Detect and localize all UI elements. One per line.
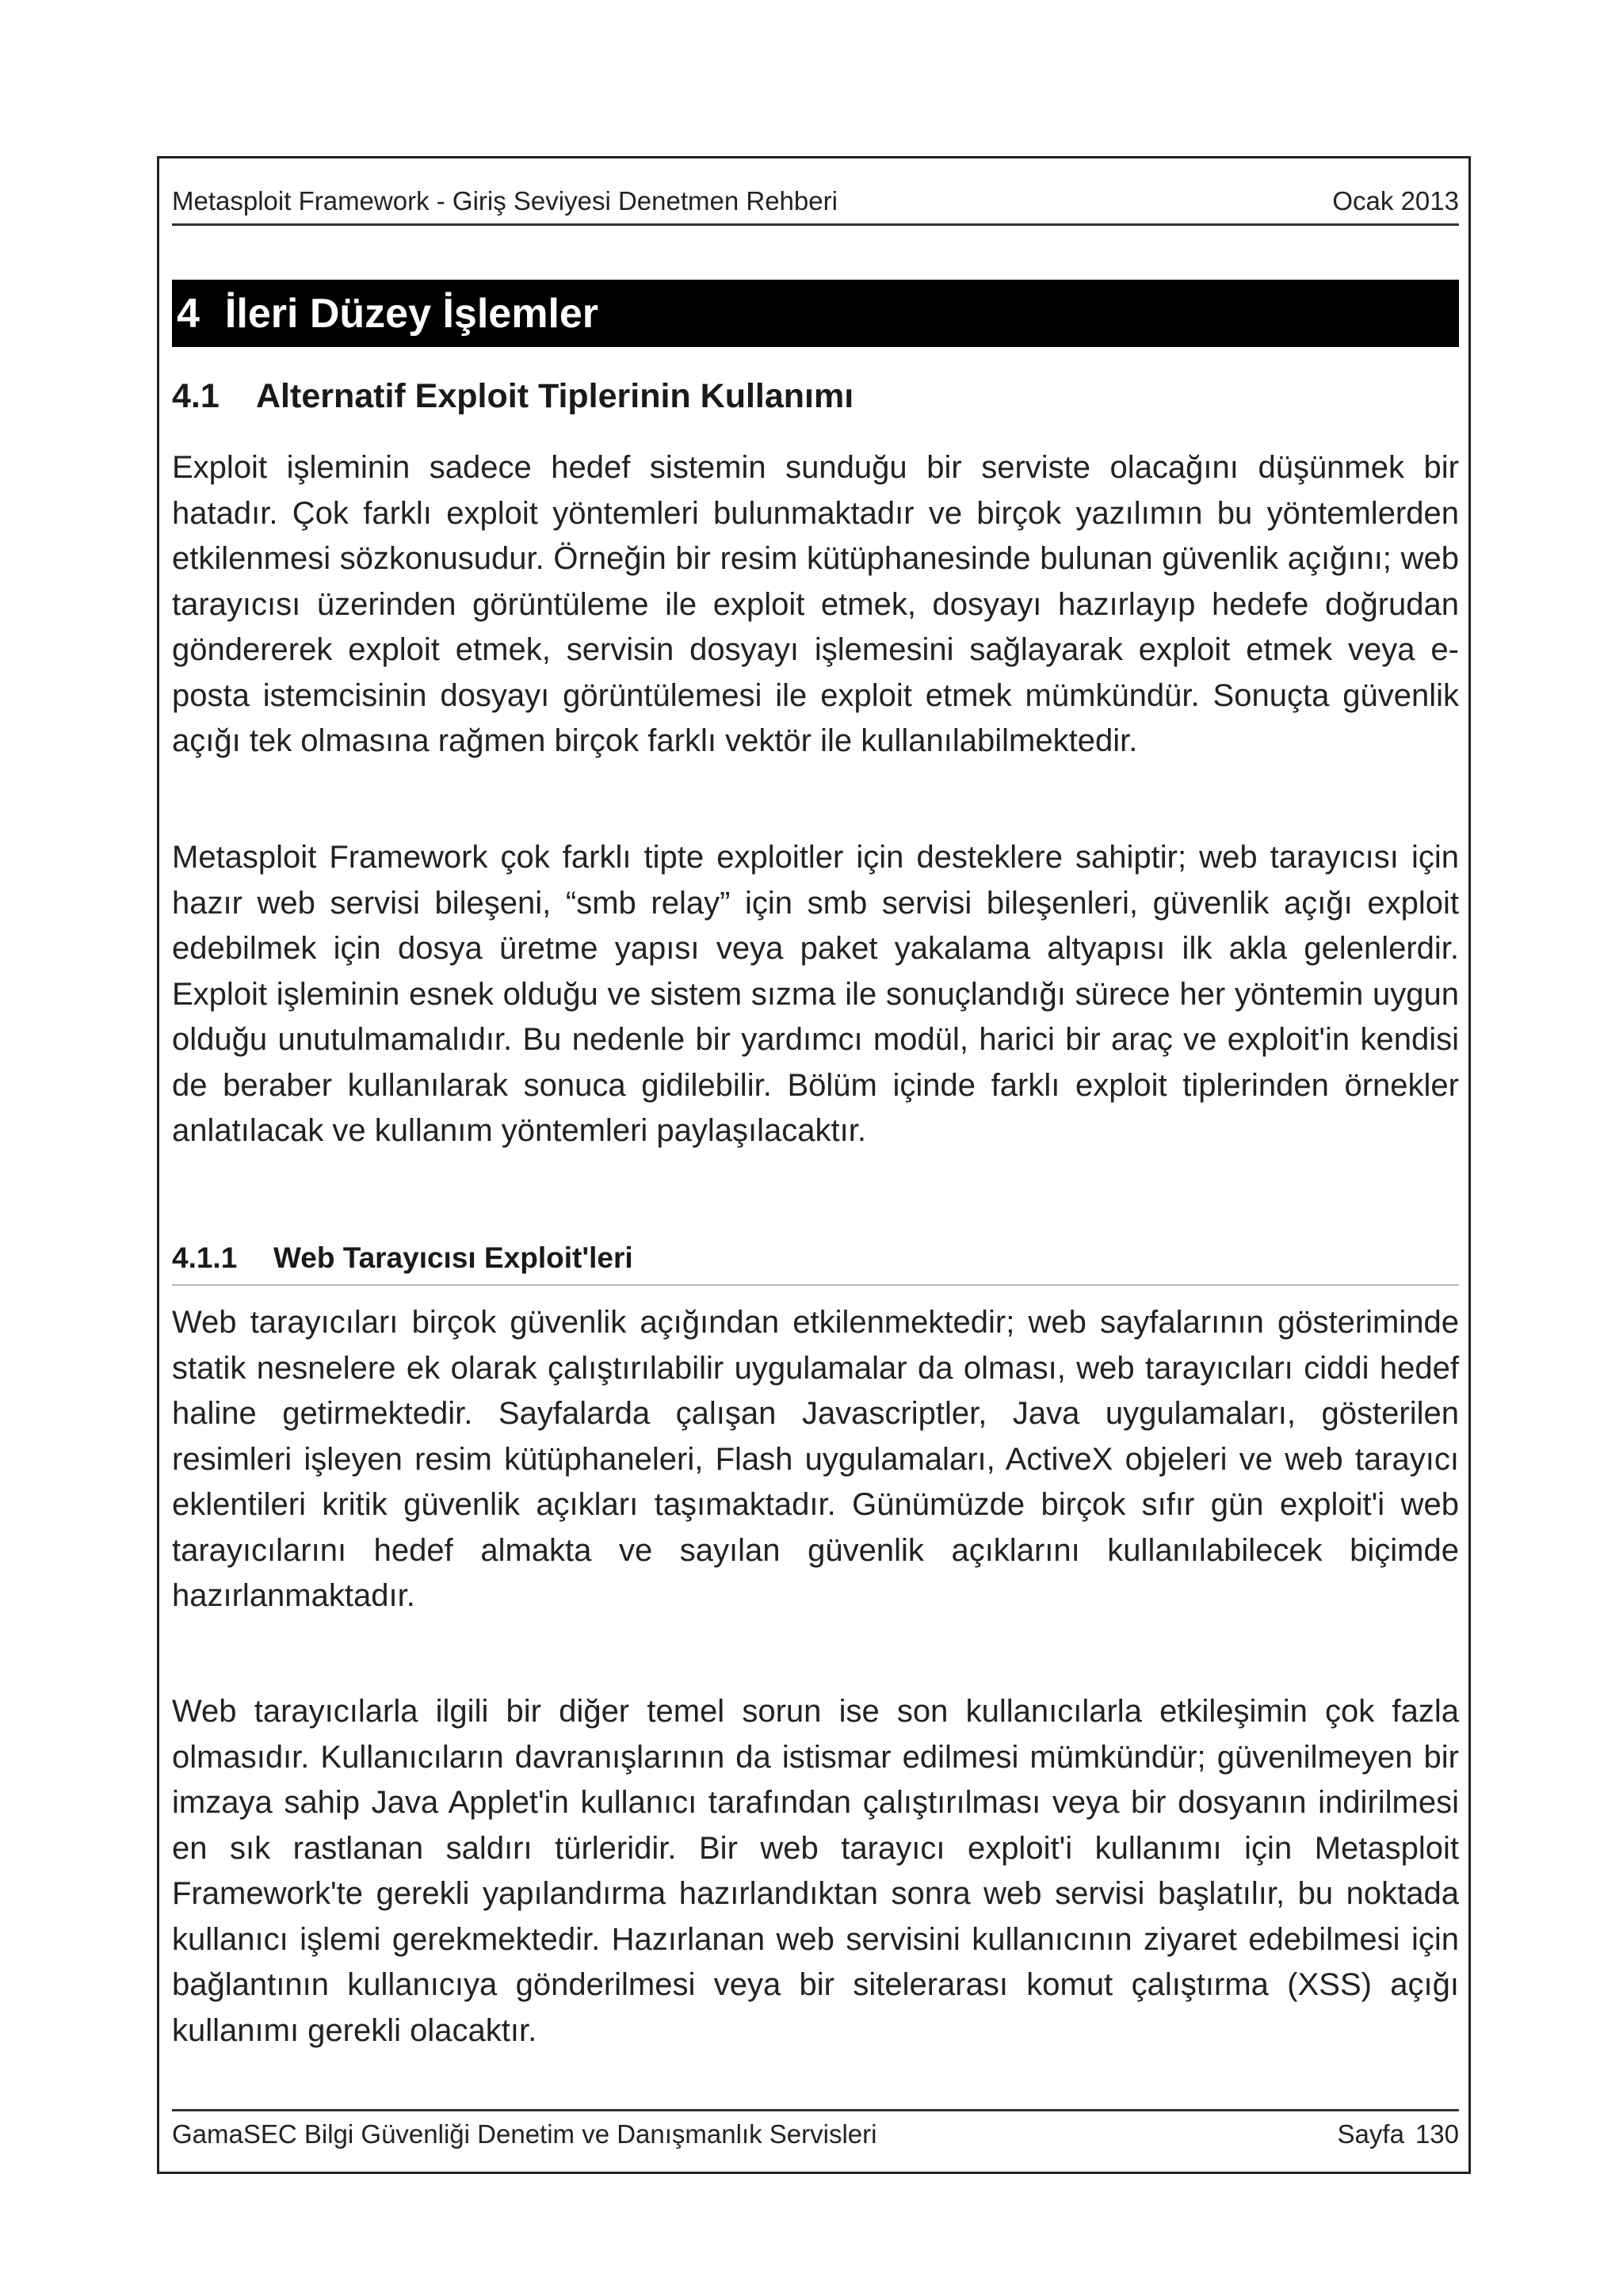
subsection-number: 4.1.1: [172, 1241, 238, 1274]
section-heading: [172, 377, 1459, 416]
chapter-heading: [172, 280, 1459, 347]
paragraph-metasploit-support: Metasploit Framework çok farklı tipte exploitler için desteklere sahiptir; web tarayıcısı için hazır web servisi bileşeni, “smb relay” için smb servisi bileşenleri, güvenlik açığı exploit edebilmek için dosya üretme yapısı veya paket yakalama altyapısı ilk akla gelenlerdir. Exploit işleminin esnek olduğu ve sistem sızma ile sonuçlandığı sürece her yöntemin uygun olduğu unutulmamalıdır. Bu nedenle bir yardımcı modül, harici bir araç ve exploit'in kendisi de beraber kullanılarak sonuca gidilebilir. Bölüm içinde farklı exploit tiplerinden örnekler anlatılacak ve kullanım yöntemleri paylaşılacaktır.: [172, 840, 1459, 1148]
paragraph-user-interaction: Web tarayıcılarla ilgili bir diğer temel sorun ise son kullanıcılarla etkileşimin çok fazla olmasıdır. Kullanıcıların davranışlarının da istismar edilmesi mümkündür; güvenilmeyen bir imzaya sahip Java Applet'in kullanıcı tarafından çalıştırılması veya bir dosyanın indirilmesi en sık rastlanan saldırı türleridir. Bir web tarayıcı exploit'i kullanımı için Metasploit Framework'te gerekli yapılandırma hazırlandıktan sonra web servisi başlatılır, bu noktada kullanıcı işlemi gerekmektedir. Hazırlanan web servisini kullanıcının ziyaret edebilmesi için bağlantının kullanıcıya gönderilmesi veya bir sitelerarası komut çalıştırma (XSS) açığı kullanımı gerekli olacaktır.: [172, 1694, 1459, 2048]
subsection-heading: [172, 1241, 1459, 1286]
paragraph-browser-vulnerabilities: Web tarayıcıları birçok güvenlik açığından etkilenmektedir; web sayfalarının gösteriminde statik nesnelere ek olarak çalıştırılabilir uygulamalar da olması, web tarayıcıları ciddi hedef haline getirmektedir. Sayfalarda çalışan Javascriptler, Java uygulamaları, gösterilen resimleri işleyen resim kütüphaneleri, Flash uygulamaları, ActiveX objeleri ve web tarayıcı eklentileri kritik güvenlik açıkları taşımaktadır. Günümüzde birçok sıfır gün exploit'i web tarayıcılarını hedef almakta ve sayılan güvenlik açıklarını kullanılabilecek biçimde hazırlanmaktadır.: [172, 1305, 1459, 1613]
footer-page-label: Sayfa: [1337, 2119, 1404, 2149]
footer-company: GamaSEC Bilgi Güvenliği Denetim ve Danışmanlık Servisleri: [172, 2119, 877, 2149]
running-header: [172, 178, 1459, 226]
footer-page-indicator: [1338, 2119, 1459, 2149]
chapter-number: 4: [177, 290, 200, 337]
header-document-title: Metasploit Framework - Giriş Seviyesi Denetmen Rehberi: [172, 185, 838, 215]
subsection-title: Web Tarayıcısı Exploit'leri: [273, 1241, 633, 1274]
chapter-title: İleri Düzey İşlemler: [224, 290, 599, 337]
section-number: 4.1: [172, 377, 220, 415]
footer-page-number: 130: [1415, 2119, 1459, 2149]
running-footer: [172, 2109, 1459, 2157]
section-title: Alternatif Exploit Tiplerinin Kullanımı: [256, 377, 854, 415]
header-date: Ocak 2013: [1332, 185, 1459, 215]
paragraph-exploit-types-intro: Exploit işleminin sadece hedef sistemin sunduğu bir serviste olacağını düşünmek bir hatadır. Çok farklı exploit yöntemleri bulunmaktadır ve birçok yazılımın bu yöntemlerden etkilenmesi sözkonusudur. Örneğin bir resim kütüphanesinde bulunan güvenlik açığını; web tarayıcısı üzerinden görüntüleme ile exploit etmek, dosyayı hazırlayıp hedefe doğrudan göndererek exploit etmek, servisin dosyayı işlemesini sağlayarak exploit etmek veya e-posta istemcisinin dosyayı görüntülemesi ile exploit etmek mümkündür. Sonuçta güvenlik açığı tek olmasına rağmen birçok farklı vektör ile kullanılabilmektedir.: [172, 450, 1459, 758]
